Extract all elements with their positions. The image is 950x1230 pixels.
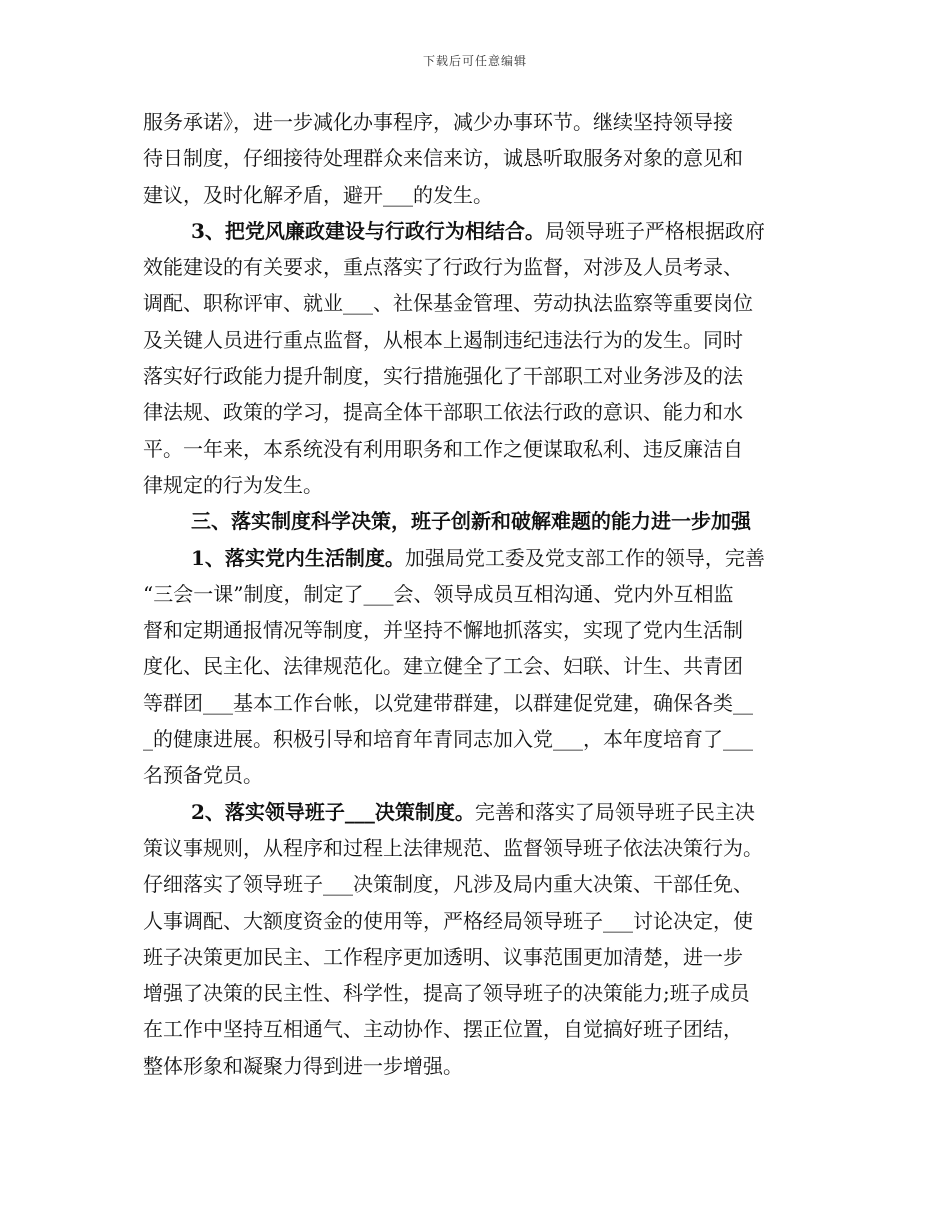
body-text: 律规定的行为发生。 [143,472,323,497]
text-line [143,757,823,793]
text-line [143,648,823,684]
body-text: 名预备党员。 [143,763,263,788]
body-text: 服务承诺》，进一步减化办事程序，减少办事环节。继续坚持领导接 [143,110,733,134]
text-line [143,721,823,757]
body-text: 效能建设的有关要求，重点落实了行政行为监督，对涉及人员考录、 [143,255,743,280]
body-text: _的健康进展。积极引导和培育年青同志加入党___，本年度培育了___ [143,727,753,752]
body-text: 完善和落实了局领导班子民主决 [474,799,755,824]
text-line [143,177,823,213]
bold-text: 三、落实制度科学决策，班子创新和破解难题的能力进一步加强 [191,509,751,534]
text-line [143,903,823,939]
text-line [143,939,823,975]
body-text: 等群团___基本工作台帐，以党建带群建，以群建促党建，确保各类__ [143,690,753,715]
body-text: 局领导班子严格根据政府 [544,218,765,243]
body-text: 人事调配、大额度资金的使用等，严格经局领导班子___讨论决定，使 [143,908,753,933]
text-line [143,685,823,721]
text-line [143,830,823,866]
text-line [143,358,823,394]
text-line [143,576,823,612]
bold-text: 2、落实领导班子___决策制度。 [191,799,475,824]
document-body [143,104,823,1084]
body-text: 增强了决策的民主性、科学性，提高了领导班子的决策能力;班子成员 [143,981,750,1006]
body-text: 落实好行政能力提升制度，实行措施强化了干部职工对业务涉及的法 [143,364,743,389]
body-text: 在工作中坚持互相通气、主动协作、摆正位置，自觉搞好班子团结， [143,1017,743,1042]
body-text: “三会一课”制度，制定了___会、领导成员互相沟通、党内外互相监 [143,581,734,606]
body-text: 调配、职称评审、就业___、社保基金管理、劳动执法监察等重要岗位 [143,291,753,316]
body-text: 整体形象和凝聚力得到进一步增强。 [143,1053,463,1078]
text-line [143,285,823,321]
body-text: 待日制度，仔细接待处理群众来信来访，诚恳听取服务对象的意见和 [143,146,743,171]
body-text: 班子决策更加民主、工作程序更加透明、议事范围更加清楚，进一步 [143,944,743,969]
text-line [143,467,823,503]
body-text: 仔细落实了领导班子___决策制度，凡涉及局内重大决策、干部任免、 [143,872,753,897]
text-line [143,612,823,648]
text-line [143,249,823,285]
text-line [143,866,823,902]
text-line [143,140,823,176]
body-text: 加强局党工委及党支部工作的领导，完善 [404,545,765,570]
bold-text: 1、落实党内生活制度。 [191,545,405,570]
text-line [143,431,823,467]
body-text: 督和定期通报情况等制度，并坚持不懈地抓落实，实现了党内生活制 [143,618,743,643]
page-header-note: 下载后可任意编辑 [422,54,527,68]
body-text: 律法规、政策的学习，提高全体干部职工依法行政的意识、能力和水 [143,400,743,425]
text-line [143,540,823,576]
body-text: 建议，及时化解矛盾，避开___的发生。 [143,182,493,207]
body-text: 度化、民主化、法律规范化。建立健全了工会、妇联、计生、共青团 [143,654,743,679]
body-text: 平。一年来，本系统没有利用职务和工作之便谋取私利、违反廉洁自 [143,436,743,461]
body-text: 及关键人员进行重点监督，从根本上遏制违纪违法行为的发生。同时 [143,327,743,352]
text-line [143,394,823,430]
body-text: 策议事规则，从程序和过程上法律规范、监督领导班子依法决策行为。 [143,835,763,860]
bold-text: 3、把党风廉政建设与行政行为相结合。 [191,218,545,243]
text-line [143,794,823,830]
text-line [143,213,823,249]
text-line [143,104,823,140]
text-line [143,322,823,358]
text-line [143,503,823,539]
text-line [143,1048,823,1084]
text-line [143,975,823,1011]
text-line [143,1011,823,1047]
